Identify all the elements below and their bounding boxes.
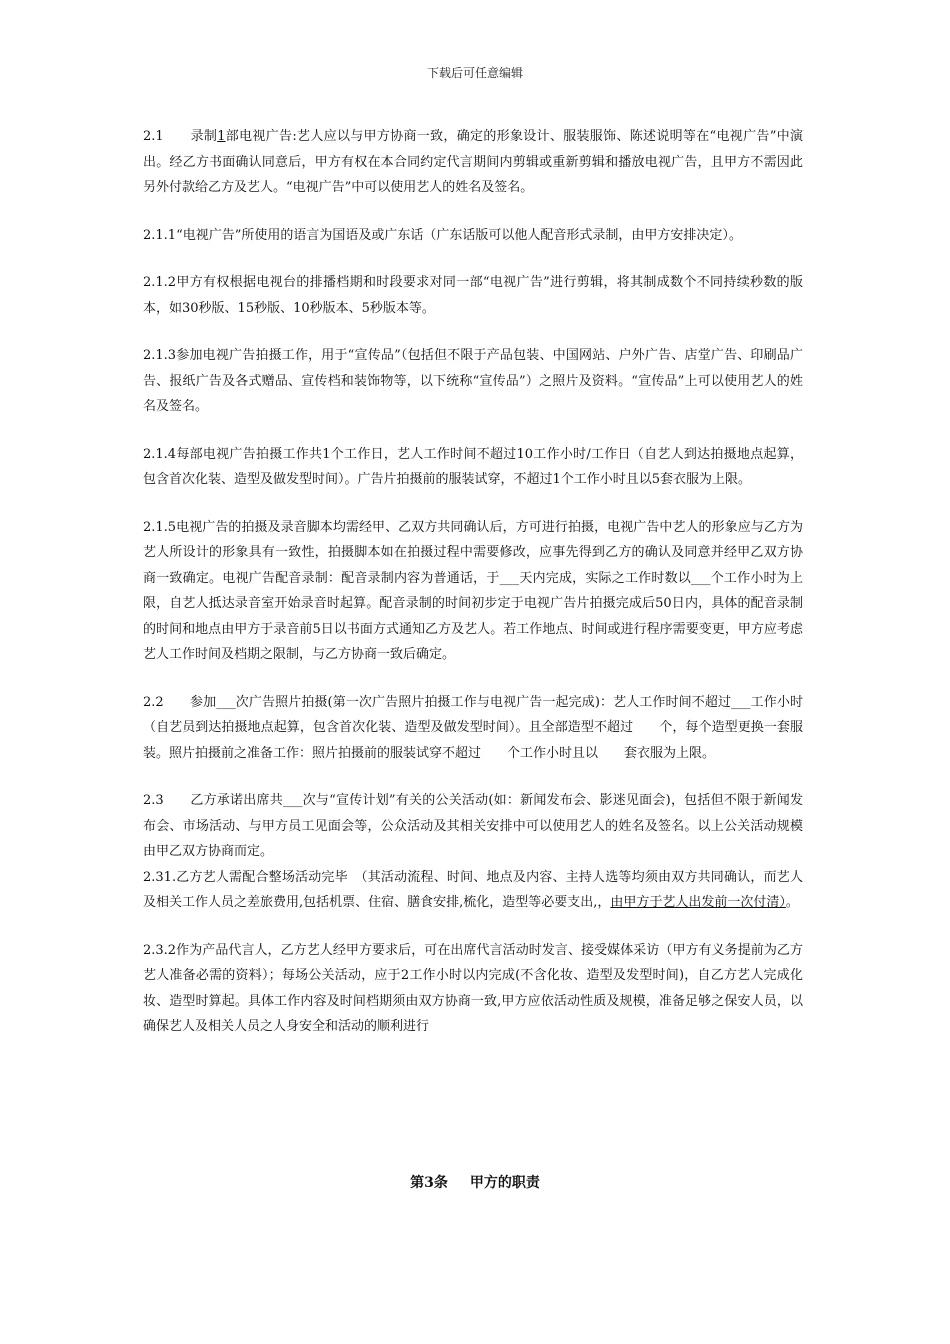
clause-2-3-blank-times: ___ xyxy=(282,793,303,808)
section-title: 甲方的职责 xyxy=(469,1175,540,1191)
clause-2-1-5-text-b: 天内完成，实际之工作时数以 xyxy=(519,570,692,586)
clause-2-1-3: 2.1.3参加电视广告拍摄工作，用于“宣传品”（包括但不限于产品包装、中国网站、户外广告、店堂广告、印刷品广告、报纸广告及各式赠品、宣传档和装饰物等，以下统称“宣传品”）之照片及资料。“宣传品”上可以使用艺人的姓名及签名。 xyxy=(143,348,803,414)
section-number: 第3条 xyxy=(410,1175,448,1191)
clause-2-2-blank-hours: ___ xyxy=(731,694,751,710)
clause-2-1-5-blank-days: ___ xyxy=(499,570,520,586)
clause-2-3 xyxy=(143,788,803,865)
section-heading xyxy=(0,1172,950,1192)
clause-2-3-1-underlined: 由甲方于艺人出发前一次付清） xyxy=(610,895,786,910)
clause-2-1-5-text-a: 2.1.5电视广告的拍摄及录音脚本均需经甲、乙双方共同确认后，方可进行拍摄，电视广告中艺人的形象应与乙方为艺人所设计的形象具有一致性，拍摄脚本如在拍摄过程中需要修改，应事先得到乙方的确认及同意并经甲乙双方协商一致确定。电视广告配音录制：配音录制内容为普通话，于 xyxy=(143,519,803,586)
clause-2-1-text-a: 2.1 录制 xyxy=(143,129,218,144)
clause-2-2-text-b: 次广告照片拍摄(第一次广告照片拍摄工作与电视广告一起完成)：艺人工作时间不超过 xyxy=(235,694,732,710)
clause-2-1-1: 2.1.1“电视广告”所使用的语言为国语及或广东话（广东话版可以他人配音形式录制，由甲方安排决定）。 xyxy=(143,227,742,243)
clause-2-2-text-c: 工作小时（自艺员到达拍摄地点起算，包含首次化装、造型及做发型时间）。且全部造型不超过 个，每个造型更换一套服装。照片拍摄前之准备工作：照片拍摄前的服装试穿不超过 个工作小时且以 套衣服为上限。 xyxy=(143,694,803,761)
clause-2-3-1-text-b: 。 xyxy=(785,895,799,910)
clause-2-3-2: 2.3.2作为产品代言人，乙方艺人经甲方要求后，可在出席代言活动时发言、接受媒体采访（甲方有义务提前为乙方艺人准备必需的资料）；每场公关活动，应于2工作小时以内完成(不含化妆、造型及发型时间)，自乙方艺人完成化妆、造型时算起。具体工作内容及时间档期须由双方协商一致,甲方应依活动性质及规模，准备足够之保安人员，以确保艺人及相关人员之人身安全和活动的顺利进行 xyxy=(143,942,803,1034)
clause-2-1-2: 2.1.2甲方有权根据电视台的排播档期和时段要求对同一部“电视广告”进行剪辑，将其制成数个不同持续秒数的版本，如30秒版、15秒版、10秒版本、5秒版本等。 xyxy=(143,275,803,316)
clause-2-3-1 xyxy=(143,865,803,916)
clause-2-1-text-b: 部电视广告:艺人应以与甲方协商一致，确定的形象设计、服装服饰、陈述说明等在“电视广告”中演出。经乙方书面确认同意后，甲方有权在本合同约定代言期间内剪辑或重新剪辑和播放电视广告，且甲方不需因此另外付款给乙方及艺人。“电视广告”中可以使用艺人的姓名及签名。 xyxy=(143,129,803,195)
clause-2-1-5-blank-hours: ___ xyxy=(691,570,711,586)
page-header: 下载后可任意编辑 xyxy=(426,66,523,80)
document-body xyxy=(143,124,803,1062)
clause-2-1-5-text-c: 个工作小时为上限，自艺人抵达录音室开始录音时起算。配音录制的时间初步定于电视广告片拍摄完成后50日内，具体的配音录制的时间和地点由甲方于录音前5日以书面方式通知乙方及艺人。若工作地点、时间或进行程序需要变更，甲方应考虑艺人工作时间及档期之限制，与乙方协商一致后确定。 xyxy=(143,570,803,662)
clause-2-3-text-b: 次与“宣传计划”有关的公关活动(如：新闻发布会、影迷见面会)，包括但不限于新闻发布会、市场活动、与甲方员工见面会等，公众活动及其相关安排中可以使用艺人的姓名及签名。以上公关活动规模由甲乙双方协商而定。 xyxy=(143,793,803,859)
clause-2-2 xyxy=(143,690,803,767)
clause-2-1-count: 1 xyxy=(217,129,226,144)
clause-2-1-4: 2.1.4每部电视广告拍摄工作共1个工作日，艺人工作时间不超过10工作小时/工作日（自艺人到达拍摄地点起算，包含首次化装、造型及做发型时间）。广告片拍摄前的服装试穿，不超过1个工作小时且以5套衣服为上限。 xyxy=(143,446,803,487)
clause-2-3-1-text-a: 2.31.乙方艺人需配合整场活动完毕 （其活动流程、时间、地点及内容、主持人选等均须由双方共同确认，而艺人及相关工作人员之差旅费用,包括机票、住宿、膳食安排,梳化，造型等必要支出,， xyxy=(143,869,803,910)
clause-2-1 xyxy=(143,124,803,201)
clause-2-2-blank-times: ___ xyxy=(216,694,236,710)
clause-2-2-text-a: 2.2 参加 xyxy=(143,694,217,710)
clause-2-1-5 xyxy=(143,515,803,668)
clause-2-3-text-a: 2.3 乙方承诺出席共 xyxy=(143,793,283,808)
